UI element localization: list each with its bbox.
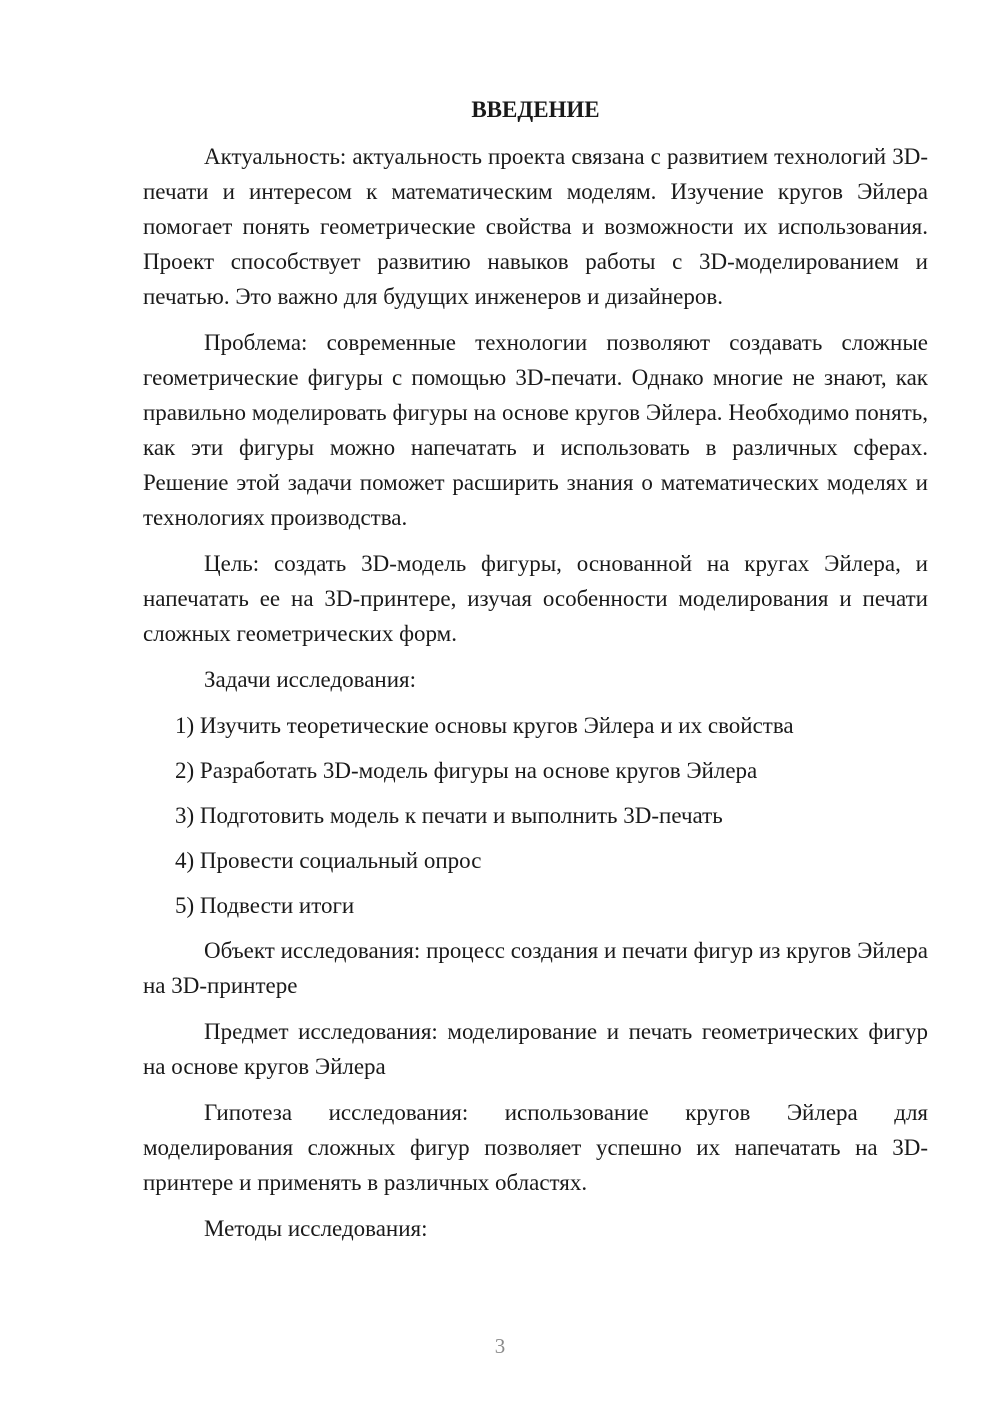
list-item: 2) Разработать 3D-модель фигуры на основе кругов Эйлера [175,758,758,783]
section-title: ВВЕДЕНИЕ [471,97,600,122]
paragraph-object: Объект исследования: процесс создания и печати фигур из кругов Эйлера на 3D-принтере [143,938,928,998]
list-item: 3) Подготовить модель к печати и выполнить 3D-печать [175,803,723,828]
tasks-list [143,708,928,923]
paragraph-hypothesis: Гипотеза исследования: использование кругов Эйлера для моделирования сложных фигур позволяет успешно их напечатать на 3D-принтере и применять в различных областях. [143,1100,928,1195]
paragraph-methods: Методы исследования: [204,1216,428,1241]
list-item: 5) Подвести итоги [175,893,355,918]
paragraph-goal: Цель: создать 3D-модель фигуры, основанной на кругах Эйлера, и напечатать ее на 3D-принтере, изучая особенности моделирования и печати сложных геометрических форм. [143,551,928,646]
paragraph-subject: Предмет исследования: моделирование и печать геометрических фигур на основе кругов Эйлера [143,1019,928,1079]
list-item: 4) Провести социальный опрос [175,848,482,873]
paragraph-problem: Проблема: современные технологии позволяют создавать сложные геометрические фигуры с помощью 3D-печати. Однако многие не знают, как правильно моделировать фигуры на основе кругов Эйлера. Необходимо понять, как эти фигуры можно напечатать и использовать в различных сферах. Решение этой задачи поможет расширить знания о математических моделях и технологиях производства. [143,330,928,530]
paragraph-tasks-heading: Задачи исследования: [204,667,417,692]
document-page [143,93,928,1257]
paragraph-relevance: Актуальность: актуальность проекта связана с развитием технологий 3D-печати и интересом к математическим моделям. Изучение кругов Эйлера помогает понять геометрические свойства и возможности их использования. Проект способствует развитию навыков работы с 3D-моделированием и печатью. Это важно для будущих инженеров и дизайнеров. [143,144,928,309]
page-number: 3 [494,1334,506,1358]
list-item: 1) Изучить теоретические основы кругов Эйлера и их свойства [175,713,794,738]
